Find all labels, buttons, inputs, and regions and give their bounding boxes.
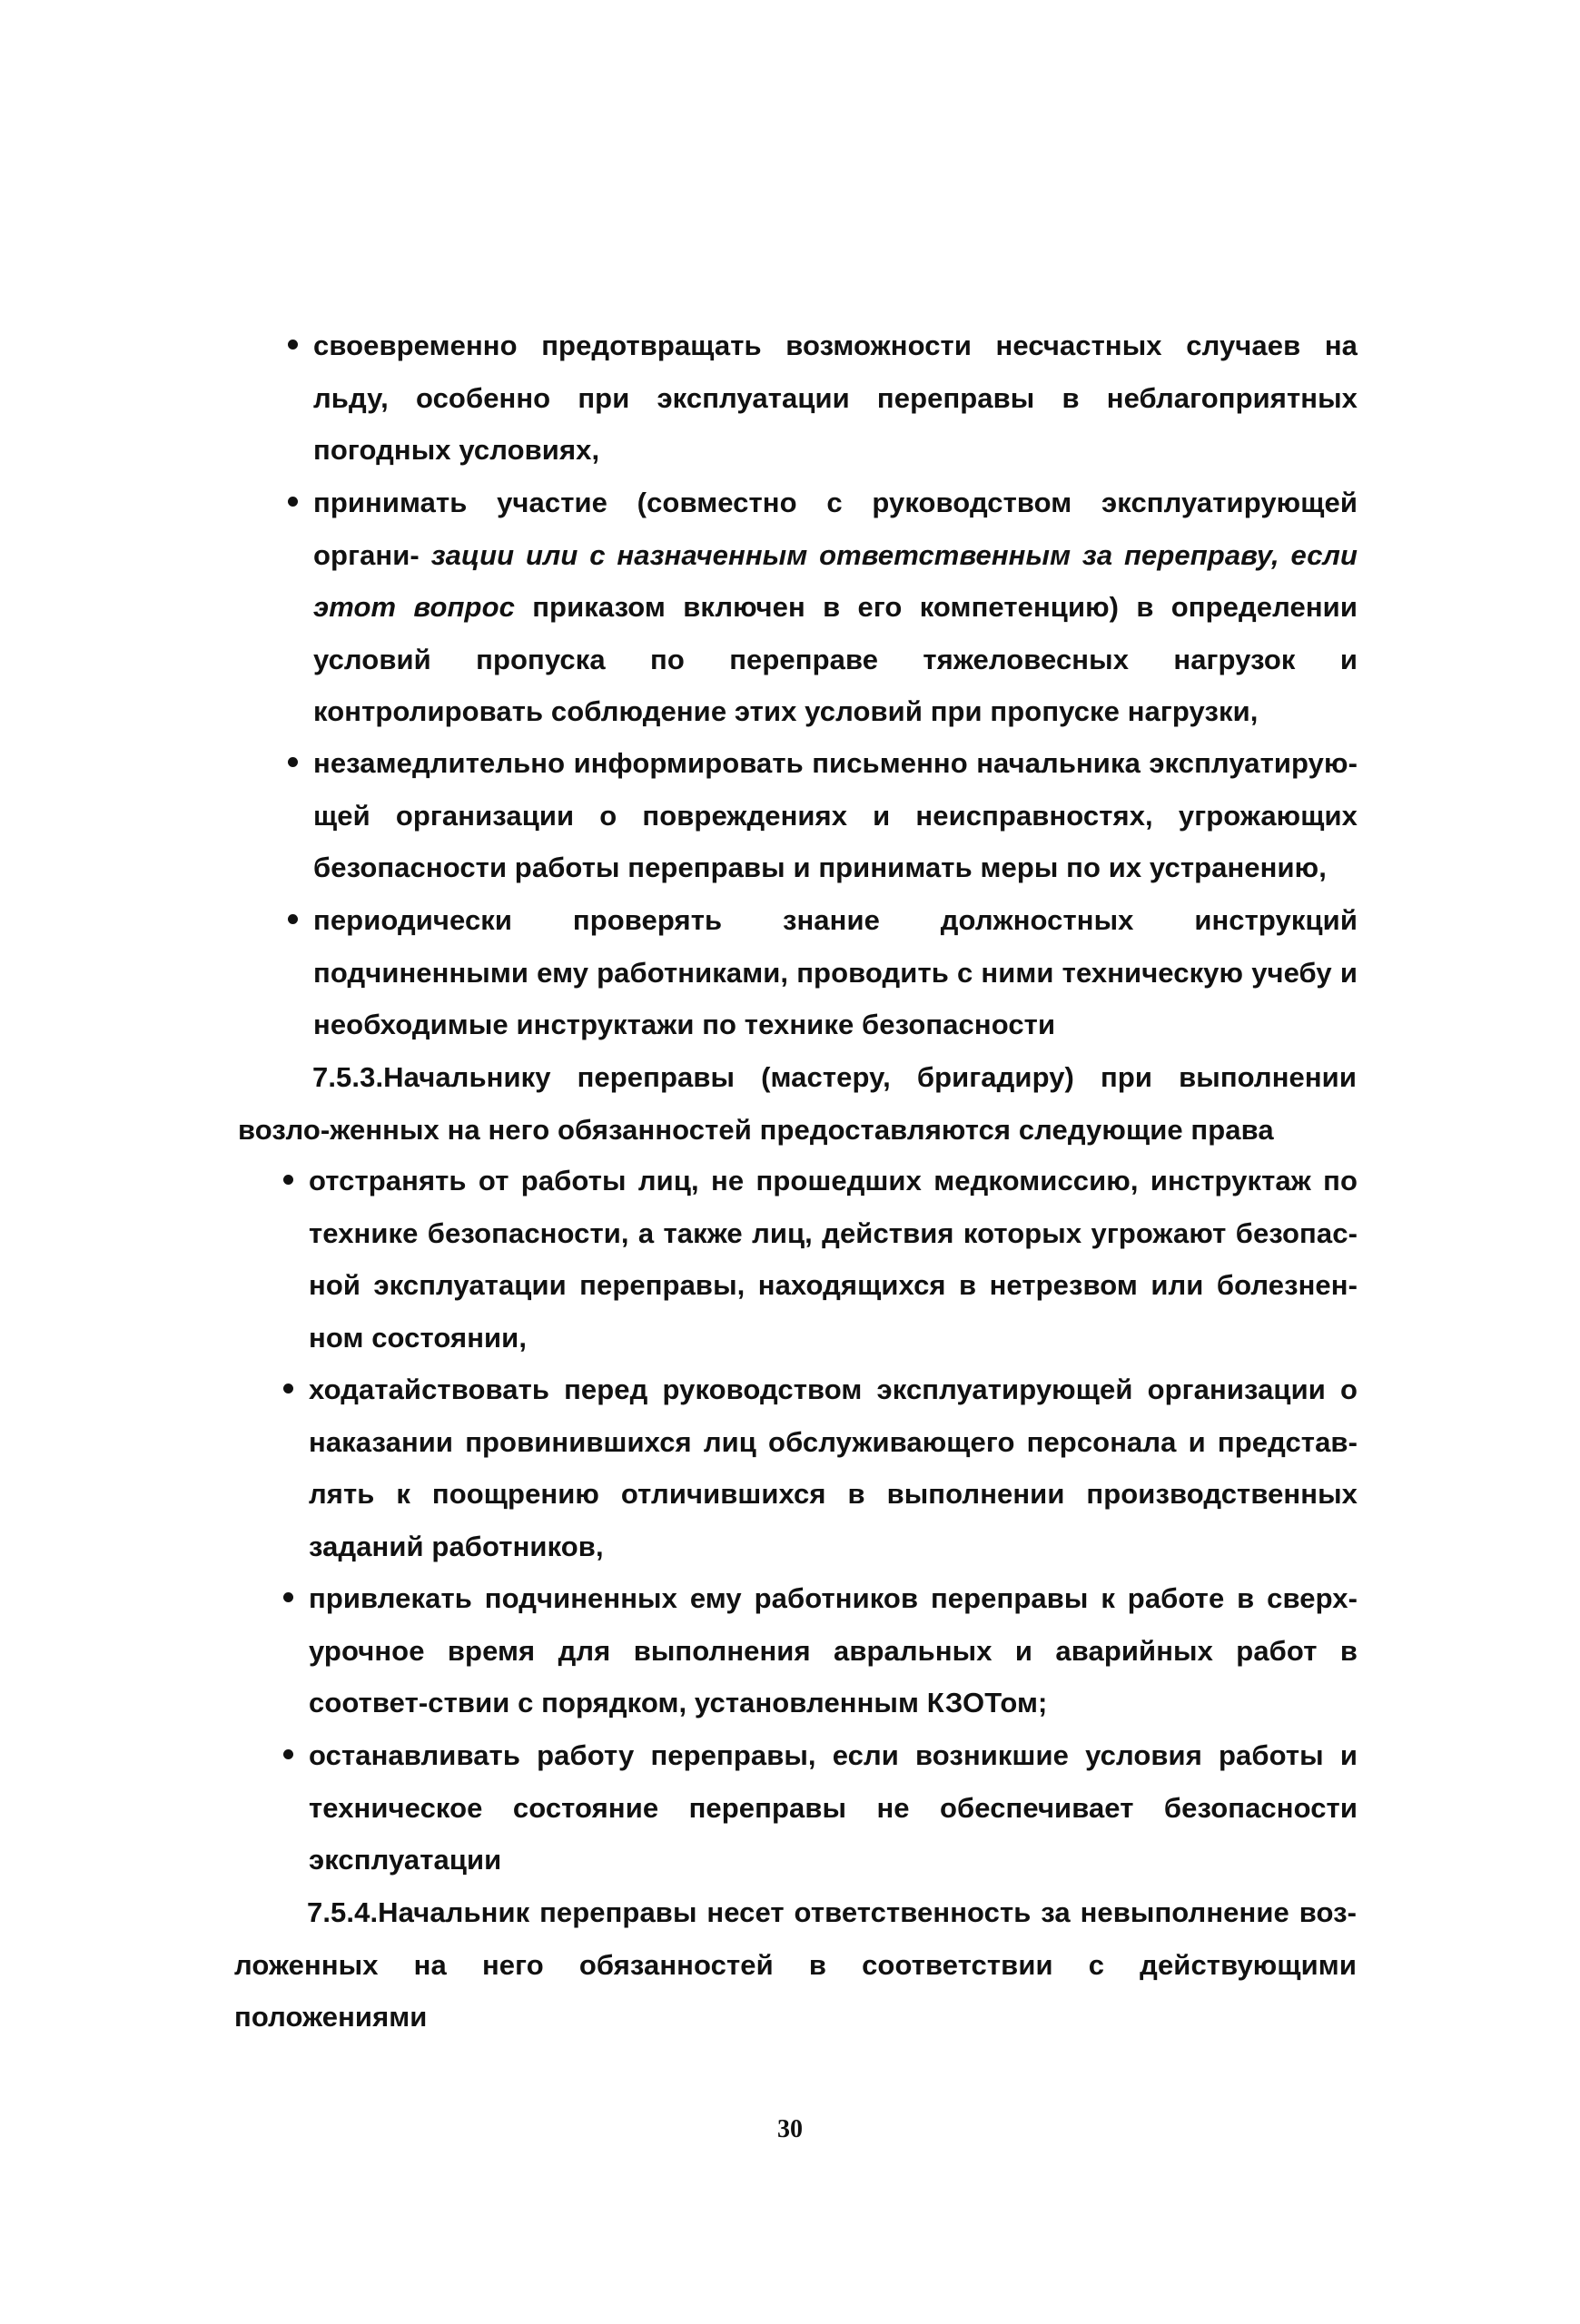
list-item bbox=[309, 1572, 1358, 1729]
section-paragraph bbox=[234, 1886, 1357, 2043]
page-number: 30 bbox=[777, 2115, 803, 2143]
bullet-icon bbox=[288, 914, 298, 924]
section-paragraph bbox=[238, 1051, 1357, 1156]
list-item bbox=[313, 737, 1358, 894]
section-text: Начальнику переправы (мастеру, бригадиру) при выполнении возло-женных на него обязанностей предоставляются следующие права bbox=[238, 1061, 1357, 1146]
list-item bbox=[309, 1729, 1358, 1886]
list-item-text: привлекать подчиненных ему работников переправы к работе в сверх-урочное время для выполнения авральных и аварийных работ в соответ-ствии с порядком, установленным КЗОТом; bbox=[309, 1582, 1358, 1718]
list-item bbox=[313, 477, 1358, 738]
list-item-text: останавливать работу переправы, если возникшие условия работы и техническое состояние переправы не обеспечивает безопасности эксплуатации bbox=[309, 1739, 1358, 1876]
bullet-icon bbox=[288, 757, 298, 767]
bullet-icon bbox=[288, 340, 298, 350]
bullet-icon bbox=[283, 1749, 293, 1759]
list-item-text: ходатайствовать перед руководством эксплуатирующей организации о наказании провинившихся лиц обслуживающего персонала и представ-лять к поощрению отличившихся в выполнении производственных заданий работников, bbox=[309, 1374, 1358, 1562]
list-item bbox=[309, 1155, 1358, 1364]
bullet-icon bbox=[283, 1175, 293, 1185]
bullet-icon bbox=[283, 1592, 293, 1602]
list-item bbox=[309, 1364, 1358, 1572]
list-item-text: незамедлительно информировать письменно начальника эксплуатирую-щей организации о повреждениях и неисправностях, угрожающих безопасности работы переправы и принимать меры по их устранению, bbox=[313, 747, 1358, 883]
section-text: Начальник переправы несет ответственность за невыполнение воз-ложенных на него обязанностей в соответствии с действующими положениями bbox=[234, 1896, 1357, 2033]
section-number: 7.5.3. bbox=[312, 1061, 384, 1093]
list-item-text: принимать участие (совместно с руководством эксплуатирующей органи- зации или с назначенным ответственным за переправу, если этот вопрос приказом включен в его компетенцию) в определении условий пропуска по переправе тяжеловесных нагрузок и контролировать соблюдение этих условий при пропуске нагрузки, bbox=[313, 487, 1358, 727]
bullet-icon bbox=[288, 497, 298, 507]
section-number: 7.5.4. bbox=[307, 1896, 379, 1928]
list-item bbox=[313, 894, 1358, 1051]
list-item bbox=[313, 320, 1358, 477]
bullet-icon bbox=[283, 1384, 293, 1393]
list-item-text: отстранять от работы лиц, не прошедших медкомиссию, инструктаж по технике безопасности, а также лиц, действия которых угрожают безопас-ной эксплуатации переправы, находящихся в нетрезвом или болезнен-ном состоянии, bbox=[309, 1165, 1358, 1354]
list-item-text: своевременно предотвращать возможности несчастных случаев на льду, особенно при эксплуатации переправы в неблагоприятных погодных условиях, bbox=[313, 330, 1358, 466]
list-item-text: периодически проверять знание должностных инструкций подчиненными ему работниками, проводить с ними техническую учебу и необходимые инструктажи по технике безопасности bbox=[313, 904, 1358, 1040]
